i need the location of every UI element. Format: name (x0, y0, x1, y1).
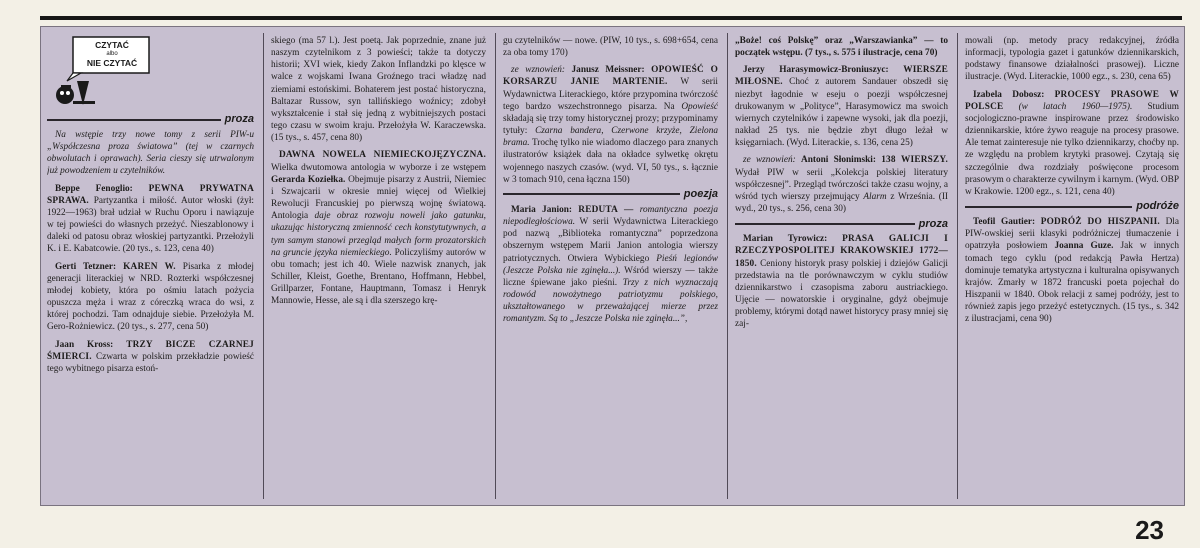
entry-janion: Maria Janion: REDUTA — romantyczna poezja niepodległościowa. W serii Wydawnictwa Literackiego pod nazwą „Biblioteka romantyczna” poprzedzona obszernym wstępem Marii Janion antologia wierszy patriotycznych. Otwiera Wybickiego Pieśń legionów (Jeszcze Polska nie zginęła...). Wśród wierszy — także liczne śpiewane jako pieśni. Trzy z nich wyznaczają rodowód nowożytnego patriotyzmu polskiego, ukształtowanego w przeważającej mierze przez romantyzm. Są to „Jeszcze Polska nie zginęła...”, (503, 204, 718, 325)
intro-paragraph: Na wstępie trzy nowe tomy z serii PIW-u „Współczesna proza światowa” (tej w czarnych obwolutach i oprawach). Seria cieszy się utrwalonym już powodzeniem u czytelników. (47, 130, 254, 177)
column-separator (263, 33, 264, 499)
entry-meissner: ze wznowień: Janusz Meissner: OPOWIEŚĆ O KORSARZU JANIE MARTENIE. W serii Wydawnictwa Literackiego, które przypomina twórczość tego bardzo wszechstronnego pisarza. Na Opowieść składają się trzy tomy historycznej prozy; przypominamy tytuły: Czarna bandera, Czerwone krzyże, Zielona brama. Trochę tylko nie wiadomo dlaczego para znanych ilustratorów książek dała na okładce sylwetkę okrętu wojennego naszych czasów. (wyd. VI, 50 tys., s. łącznie w 3 tomach 910, cena łączna 150) (503, 65, 718, 185)
tyrowicz-continued: mowali (np. metody pracy redakcyjnej, źródła informacji, typologia gazet i gatunków dziennikarskich, podstawy finansowe działalności prasowej). Liczne ilustracje. (Wyd. Literackie, 1000 egz., s. 230, cena 65) (965, 36, 1179, 83)
section-header-prose: proza (47, 113, 254, 126)
column-2 (271, 35, 486, 501)
janion-continued: „Boże! coś Polskę” oraz „Warszawianka” — to początek wstępu. (7 tys., s. 575 i ilustracje, cena 70) (735, 36, 948, 59)
column-separator (957, 33, 958, 499)
kross-continued: skiego (ma 57 l.). Jest poetą. Jak poprzednie, znane już naszym czytelnikom z 3 powieści; także ta dotyczy historii; XVI wiek, kiedy Zakon Inflandzki po klęsce w walce z wojskami Iwana Groźnego traci władzę nad ziemiami estońskimi. Bohaterem jest postać historyczna, Baltazar Russow, syn tallińskiego woźnicy; zdobył wykształcenie i stał się jedną z wybitniejszych postaci tego czasu w swoim kraju. Przełożyła W. Karaczewska. (15 tys., s. 457, cena 80) (271, 36, 486, 144)
entry-kross: Jaan Kross: TRZY BICZE CZARNEJ ŚMIERCI. Czwarta w polskim przekładzie powieść tego wybitnego pisarza estoń- (47, 339, 254, 374)
page-number: 23 (1135, 515, 1164, 545)
entry-dawna-nowela: DAWNA NOWELA NIEMIECKOJĘZYCZNA. Wielka dwutomowa antologia w wyborze i ze wstępem Gerarda Koziełka. Obejmuje pisarzy z Austrii, Niemiec i Szwajcarii w okresie mniej więcej od Wielkiej Rewolucji Francuskiej po pierwszą wojnę światową. Antologia daje obraz rozwoju noweli jako gatunku, ukazując historyczną zmienność cech konstytutywnych, a tym samym stanowi przegląd małych form prozatorskich na gruncie języka niemieckiego. Policzyliśmy autorów w obu tomach; jest ich 40. Wiele nazwisk znanych, jak Schiller, Kleist, Goethe, Brentano, Hoffmann, Hebbel, Grillparzer, Fontane, Hauptmann, Tomasz i Henryk Mannowie, Hesse, ale są i dla szerszego krę- (271, 150, 486, 307)
column-separator (727, 33, 728, 499)
section-header-poetry: poezja (503, 188, 718, 201)
entry-slonimski: ze wznowień: Antoni Słonimski: 138 WIERSZY. Wydał PIW w serii „Kolekcja polskiej literatury współczesnej”. Przegląd twórczości także czasu wojny, a wśród tych wierszy przejmujący Alarm z Września. (II wyd., 20 tys., s. 256, cena 30) (735, 155, 948, 215)
entry-gautier: Teofil Gautier: PODRÓŻ DO HISZPANII. Dla PIW-owskiej serii klasyki podróżniczej tłumaczenie i opatrzyła posłowiem Joanna Guze. Jak w innych tomach tego cyklu (pod redakcją Pawła Hertza) dominuje tematyka artystyczna i kulturalna opisywanych krajów. Zmarły w 1872 francuski poeta pojechał do Hiszpanii w 1840. Obok relacji z samej podróży, jest to również zapis jego przeżyć estetycznych. (15 tys., s. 342 z ilustracjami, cena 90) (965, 217, 1179, 325)
entry-tetzner: Gerti Tetzner: KAREN W. Pisarka z młodej generacji literackiej w NRD. Rozterki współczesnej młodej kobiety, która po ośmiu latach pożycia opuszcza męża i wraz z córeczką wraca do wsi, z której pochodzi. Tam odnajduje siebie. Przełożyła M. Gero-Rożniewicz. (20 tys., s. 277, cena 50) (47, 261, 254, 333)
logo-text (79, 41, 145, 68)
column-5 (965, 35, 1179, 501)
column-1 (47, 35, 254, 501)
column-separator (495, 33, 496, 499)
logo-line-2: albo (106, 51, 118, 57)
czytac-logo (53, 35, 153, 109)
section-header-prose-2: proza (735, 217, 948, 230)
entry-harasymowicz: Jerzy Harasymowicz-Broniuszyc: WIERSZE MIŁOSNE. Choć z autorem Sandauer obszedł się niezbyt łagodnie w eseju o poezji współczesnej drukowanym w „Polityce”, Harasymowicz ma swoich wiernych czytelników i zapewne wysoki, jak dla poezji, nakład 25 tys. nie będzie zbyt długo leżał w księgarniach. (Wyd. Literackie, s. 136, cena 25) (735, 65, 948, 149)
logo-line-1: CZYTAĆ (95, 40, 129, 50)
top-rule (40, 16, 1182, 20)
entry-dobosz: Izabela Dobosz: PROCESY PRASOWE W POLSCE (w latach 1960—1975). Studium socjologiczno-prawne inspirowane przez środowisko dziennikarskie, które żywo reaguje na procesy prasowe. Ale temat zainteresuje nie tylko dziennikarzy, choćby np. ze względu na problem krytyki prasowej. Czytają się szczególnie dwa rozdziały poświęcone procesom prasowym o charakterze cywilnym i karnym. (Wyd. OBP w Krakowie. 1200 egz., s. 121, cena 40) (965, 89, 1179, 197)
logo-line-3: NIE CZYTAĆ (86, 58, 138, 68)
nowela-continued: gu czytelników — nowe. (PIW, 10 tys., s. 698+654, cena za oba tomy 170) (503, 36, 718, 59)
section-header-travel: podróże (965, 200, 1179, 213)
entry-fenoglio: Beppe Fenoglio: PEWNA PRYWATNA SPRAWA. Partyzantka i miłość. Autor włoski (żył: 1922—1963) brał udział w Ruchu Oporu i nawiązuje w tej powieści do własnych przeżyć. Nieszablonowy i daleki od patosu obraz włoskiej partyzantki. Przełożyli K. i E. Kabatcowie. (20 tys., s. 123, cena 40) (47, 183, 254, 255)
column-4 (735, 35, 948, 501)
entry-tyrowicz: Marian Tyrowicz: PRASA GALICJI I RZECZYPOSPOLITEJ KRAKOWSKIEJ 1772—1850. Ceniony historyk prasy polskiej i dziejów Galicji przedstawia na tle porównawczym w cyklu studiów dziennikarstwo i czasopisma zaboru austriackiego. Ujęcie — nowatorskie i oryginalne, gdyż obejmuje problemy, którymi dotąd nawet historycy prasy mniej się zaj- (735, 234, 948, 330)
column-3 (503, 35, 718, 501)
review-panel (40, 26, 1185, 506)
